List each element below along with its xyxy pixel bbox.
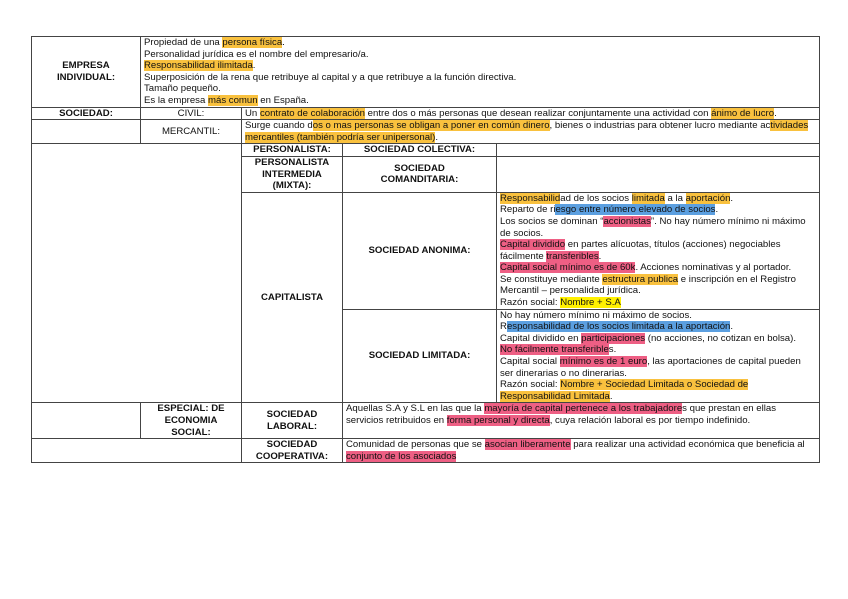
civil-description: Un contrato de colaboración entre dos o más personas que desean realizar conjuntamente una actividad con ánimo de lucro. — [242, 107, 820, 120]
empty-cell — [32, 439, 242, 463]
limitada-point-1: No hay número mínimo ni máximo de socios. — [500, 309, 692, 321]
individual-line-1: Propiedad de una persona física. — [144, 37, 285, 48]
mercantil-description: Surge cuando dos o mas personas se obligan a poner en común dinero, bienes o industrias para obtener lucro mediante actividades mercantiles (también podría ser unipersonal). — [242, 120, 820, 144]
civil-label: CIVIL: — [177, 107, 205, 119]
limitada-point-5: Capital social mínimo es de 1 euro, las aportaciones de capital pueden ser dinerarias o no dinerarias. — [500, 356, 801, 379]
anonima-point-6: Se constituye mediante estructura publica e inscripción en el Registro Mercantil – personalidad jurídica. — [500, 273, 796, 297]
limitada-point-6: Razón social: Nombre + Sociedad Limitada o Sociedad de Responsabilidad Limitada. — [500, 379, 749, 402]
sociedad-anonima-description — [497, 192, 820, 309]
row-sociedad-laboral — [32, 403, 820, 439]
individual-description — [141, 37, 820, 108]
row-empresa-individual — [32, 37, 820, 108]
individual-line-2: Personalidad jurídica es el nombre del empresario/a. — [144, 48, 369, 60]
sociedad-label: SOCIEDAD: — [59, 107, 113, 119]
individual-label: EMPRESA INDIVIDUAL: — [56, 60, 116, 83]
row-sociedad-cooperativa — [32, 439, 820, 463]
sociedad-colectiva-label: SOCIEDAD COLECTIVA: — [343, 144, 497, 157]
sociedad-anonima-label: SOCIEDAD ANONIMA: — [343, 192, 497, 309]
limitada-point-4: No fácilmente transferibles. — [500, 344, 617, 356]
anonima-point-1: Responsabilidad de los socios limitada a la aportación. — [500, 192, 734, 204]
individual-line-6: Es la empresa más comun en España. — [144, 94, 309, 106]
row-personalista — [32, 144, 820, 157]
civil-label-cell — [141, 107, 242, 120]
anonima-point-3: Los socios se dominan “accionistas”. No hay número mínimo ni máximo de socios. — [500, 215, 806, 239]
sociedad-limitada-label: SOCIEDAD LIMITADA: — [343, 309, 497, 403]
intermedia-label: PERSONALISTA INTERMEDIA (MIXTA): — [242, 156, 343, 192]
especial-label: ESPECIAL: DE ECONOMIA SOCIAL: — [141, 403, 242, 439]
company-types-table — [31, 36, 820, 463]
sociedad-comanditaria-label: SOCIEDAD COMANDITARIA: — [343, 156, 497, 192]
anonima-point-5: Capital social mínimo es de 60k. Acciones nominativas y al portador. — [500, 262, 792, 274]
limitada-point-2: Responsabilidad de los socios limitada a la aportación. — [500, 321, 734, 333]
limitada-point-3: Capital dividido en participaciones (no acciones, no cotizan en bolsa). — [500, 332, 797, 344]
individual-line-5: Tamaño pequeño. — [144, 83, 221, 95]
mercantil-label: MERCANTIL: — [161, 125, 221, 137]
empty-cell — [497, 156, 820, 192]
sociedad-cooperativa-label: SOCIEDAD COOPERATIVA: — [242, 439, 343, 463]
empty-cell — [32, 403, 141, 439]
sociedad-laboral-label: SOCIEDAD LABORAL: — [242, 403, 343, 439]
empty-cell — [32, 144, 242, 403]
empty-cell — [497, 144, 820, 157]
empty-cell — [32, 120, 141, 144]
individual-line-4: Superposición de la rena que retribuye al capital y a que retribuye a la función directiva. — [144, 71, 517, 83]
anonima-point-4: Capital dividido en partes alícuotas, títulos (acciones) negociables fácilmente transferibles. — [500, 239, 781, 262]
personalista-label: PERSONALISTA: — [242, 144, 343, 157]
sociedad-laboral-description: Aquellas S.A y S.L en las que la mayoría de capital pertenece a los trabajadores que prestan en ellas servicios retribuidos en forma personal y directa, cuya relación laboral es por tiempo indefinido. — [343, 403, 820, 439]
sociedad-cooperativa-description: Comunidad de personas que se asocian liberamente para realizar una actividad económica que beneficia al conjunto de los asociados — [343, 439, 820, 463]
row-sociedad-civil — [32, 107, 820, 120]
individual-label-cell — [32, 37, 141, 108]
anonima-point-7: Razón social: Nombre + S.A — [500, 297, 621, 309]
individual-line-3: Responsabilidad ilimitada. — [144, 60, 256, 72]
capitalista-label: CAPITALISTA — [242, 192, 343, 403]
anonima-point-2: Reparto de riesgo entre número elevado de socios. — [500, 204, 719, 216]
sociedad-label-cell — [32, 107, 141, 120]
sociedad-limitada-description — [497, 309, 820, 403]
mercantil-label-cell — [141, 120, 242, 144]
row-sociedad-mercantil — [32, 120, 820, 144]
